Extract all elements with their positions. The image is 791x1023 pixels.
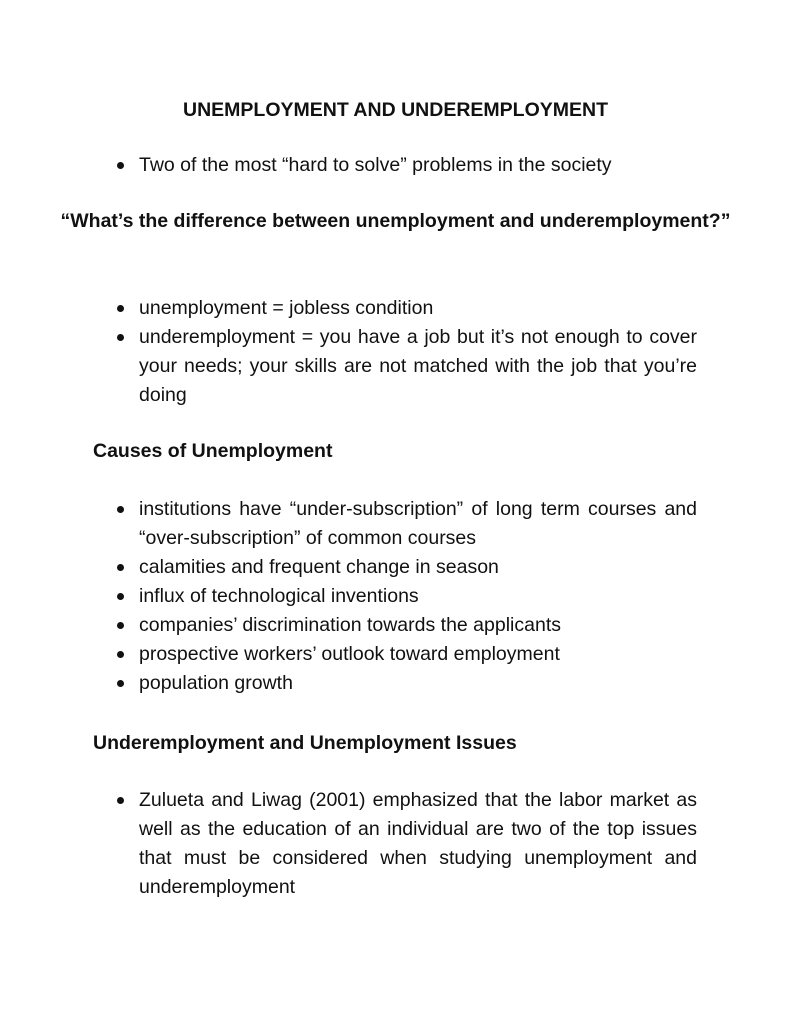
list-item: companies’ discrimination towards the applicants — [139, 611, 697, 640]
list-item: Two of the most “hard to solve” problems in the society — [139, 151, 697, 180]
list-item: calamities and frequent change in season — [139, 553, 697, 582]
list-item: institutions have “under-subscription” of long term courses and “over-subscription” of common courses — [139, 495, 697, 553]
definitions-list — [139, 294, 697, 410]
list-item: Zulueta and Liwag (2001) emphasized that the labor market as well as the education of an individual are two of the top issues that must be considered when studying unemployment and underemployment — [139, 786, 697, 902]
list-item: population growth — [139, 669, 697, 698]
list-item: prospective workers’ outlook toward employment — [139, 640, 697, 669]
issues-list — [139, 786, 697, 902]
intro-list — [139, 151, 697, 180]
question-heading — [0, 207, 791, 236]
definition-underemployment: underemployment = you have a job but it’s not enough to cover your needs; your skills are not matched with the job that you’re doing — [139, 323, 697, 410]
causes-heading: Causes of Unemployment — [93, 440, 333, 462]
document-title: UNEMPLOYMENT AND UNDEREMPLOYMENT — [182, 99, 609, 121]
issues-heading: Underemployment and Unemployment Issues — [93, 732, 517, 754]
question-text: “What’s the difference between unemployment and underemployment?” — [60, 210, 731, 232]
definition-unemployment: unemployment = jobless condition — [139, 294, 697, 323]
causes-list — [139, 495, 697, 698]
list-item: influx of technological inventions — [139, 582, 697, 611]
